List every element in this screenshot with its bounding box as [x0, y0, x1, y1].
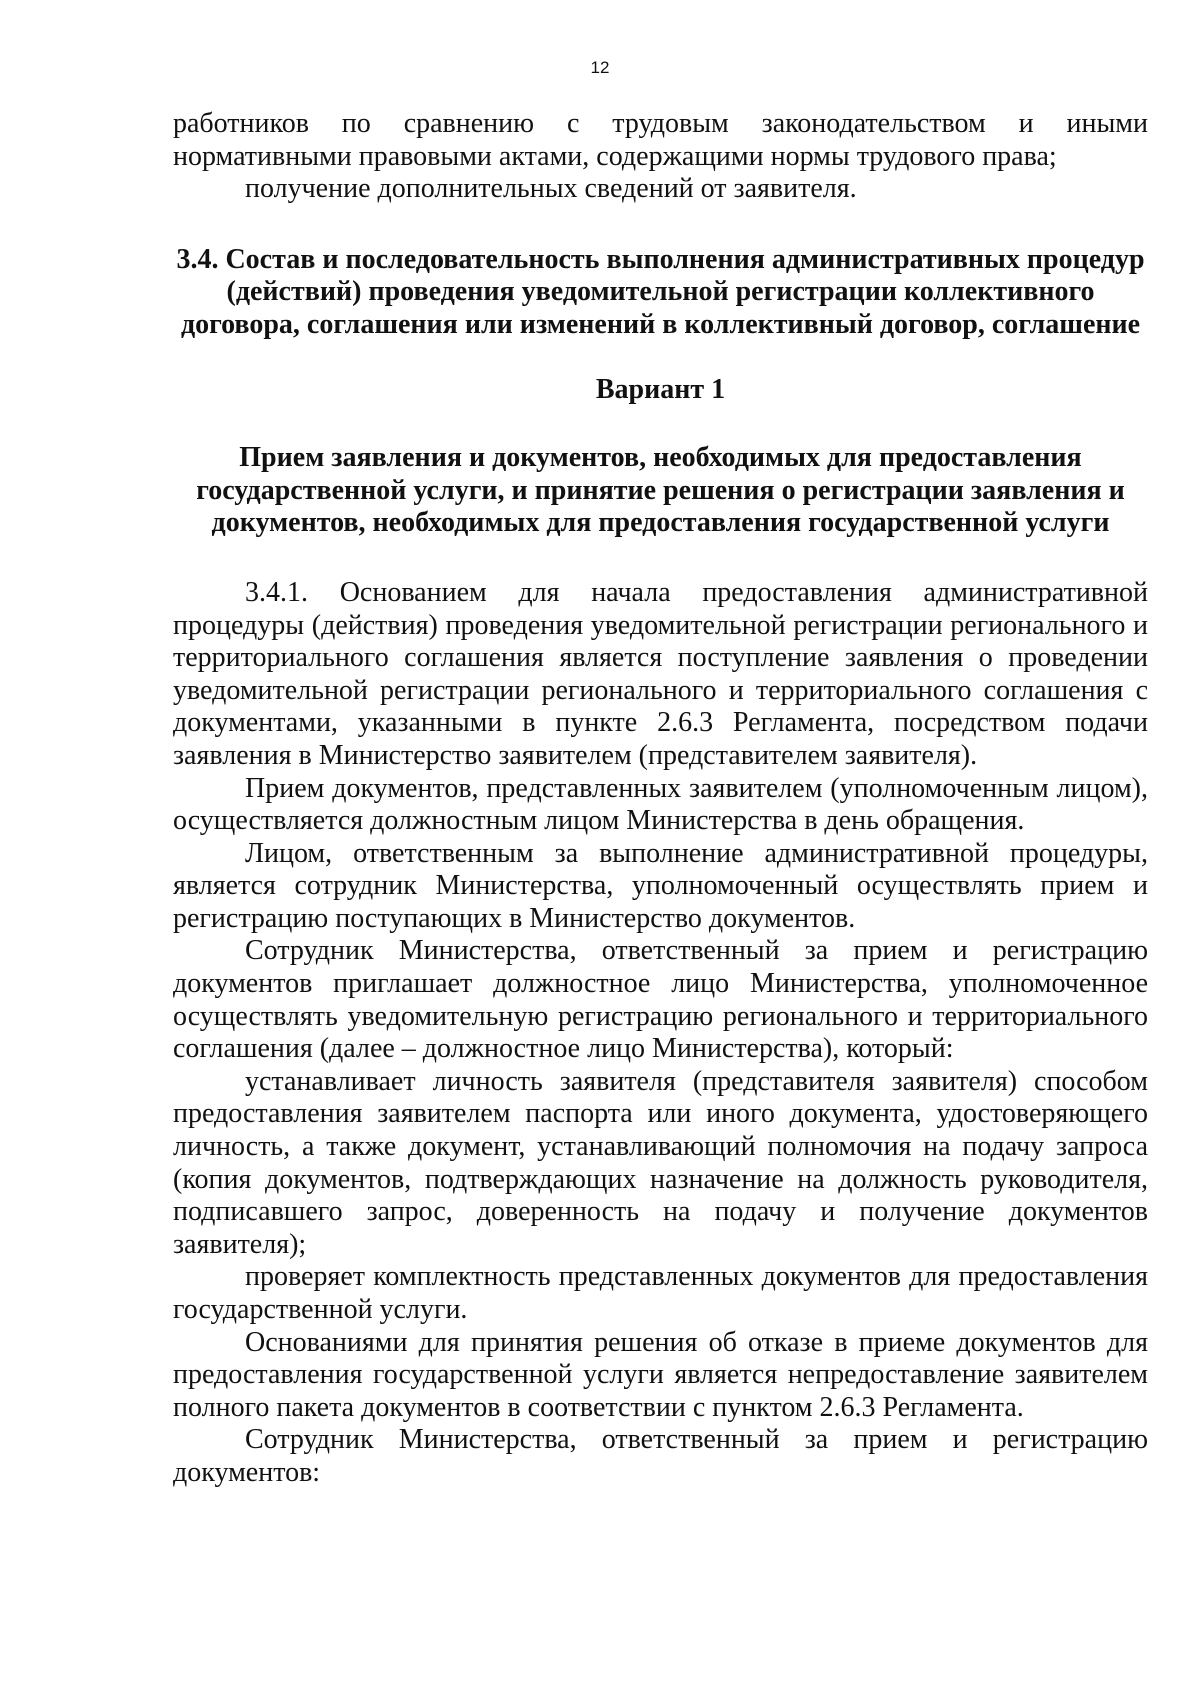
paragraph: Сотрудник Министерства, ответственный за прием и регистрацию документов:	[173, 1424, 1148, 1488]
document-body	[173, 108, 1148, 1490]
paragraph: 3.4.1. Основанием для начала предоставления административной процедуры (действия) проведения уведомительной регистрации регионального и территориального соглашения является поступление заявления о проведении уведомительной регистрации регионального и территориального соглашения с документами, указанными в пункте 2.6.3 Регламента, посредством подачи заявления в Министерство заявителем (представителем заявителя).	[173, 576, 1148, 771]
page-number: 12	[590, 58, 610, 77]
paragraph: Основаниями для принятия решения об отказе в приеме документов для предоставления государственной услуги является непредоставление заявителем полного пакета документов в соответствии с пунктом 2.6.3 Регламента.	[173, 1326, 1148, 1423]
paragraph: Сотрудник Министерства, ответственный за прием и регистрацию документов приглашает должностное лицо Министерства, уполномоченное осуществлять уведомительную регистрацию регионального и территориального соглашения (далее – должностное лицо Министерства), который:	[173, 935, 1148, 1065]
paragraph: Прием документов, представленных заявителем (уполномоченным лицом), осуществляется должностным лицом Министерства в день обращения.	[173, 772, 1148, 837]
subsection-heading: Прием заявления и документов, необходимых для предоставления государственной услуги, и принятие решения о регистрации заявления и документов, необходимых для предоставления государственной услуги	[196, 442, 1125, 539]
paragraph: устанавливает личность заявителя (представителя заявителя) способом предоставления заявителем паспорта или иного документа, удостоверяющего личность, а также документ, устанавливающий полномочия на подачу запроса (копия документов, подтверждающих назначение на должность руководителя, подписавшего запрос, доверенность на подачу и получение документов заявителя);	[173, 1065, 1148, 1260]
section-heading: 3.4. Состав и последовательность выполнения административных процедур (действий) проведения уведомительной регистрации коллективного договора, соглашения или изменений в коллективный договор, соглашение	[176, 243, 1145, 340]
paragraph: проверяет комплектность представленных документов для предоставления государственной услуги.	[173, 1261, 1148, 1325]
paragraph: получение дополнительных сведений от заявителя.	[245, 173, 857, 205]
paragraph: Лицом, ответственным за выполнение административной процедуры, является сотрудник Министерства, уполномоченный осуществлять прием и регистрацию поступающих в Министерство документов.	[173, 837, 1148, 934]
variant-heading: Вариант 1	[595, 373, 726, 405]
paragraph-continuation: работников по сравнению с трудовым законодательством и иными нормативными правовыми актами, содержащими нормы трудового права;	[173, 108, 1148, 172]
